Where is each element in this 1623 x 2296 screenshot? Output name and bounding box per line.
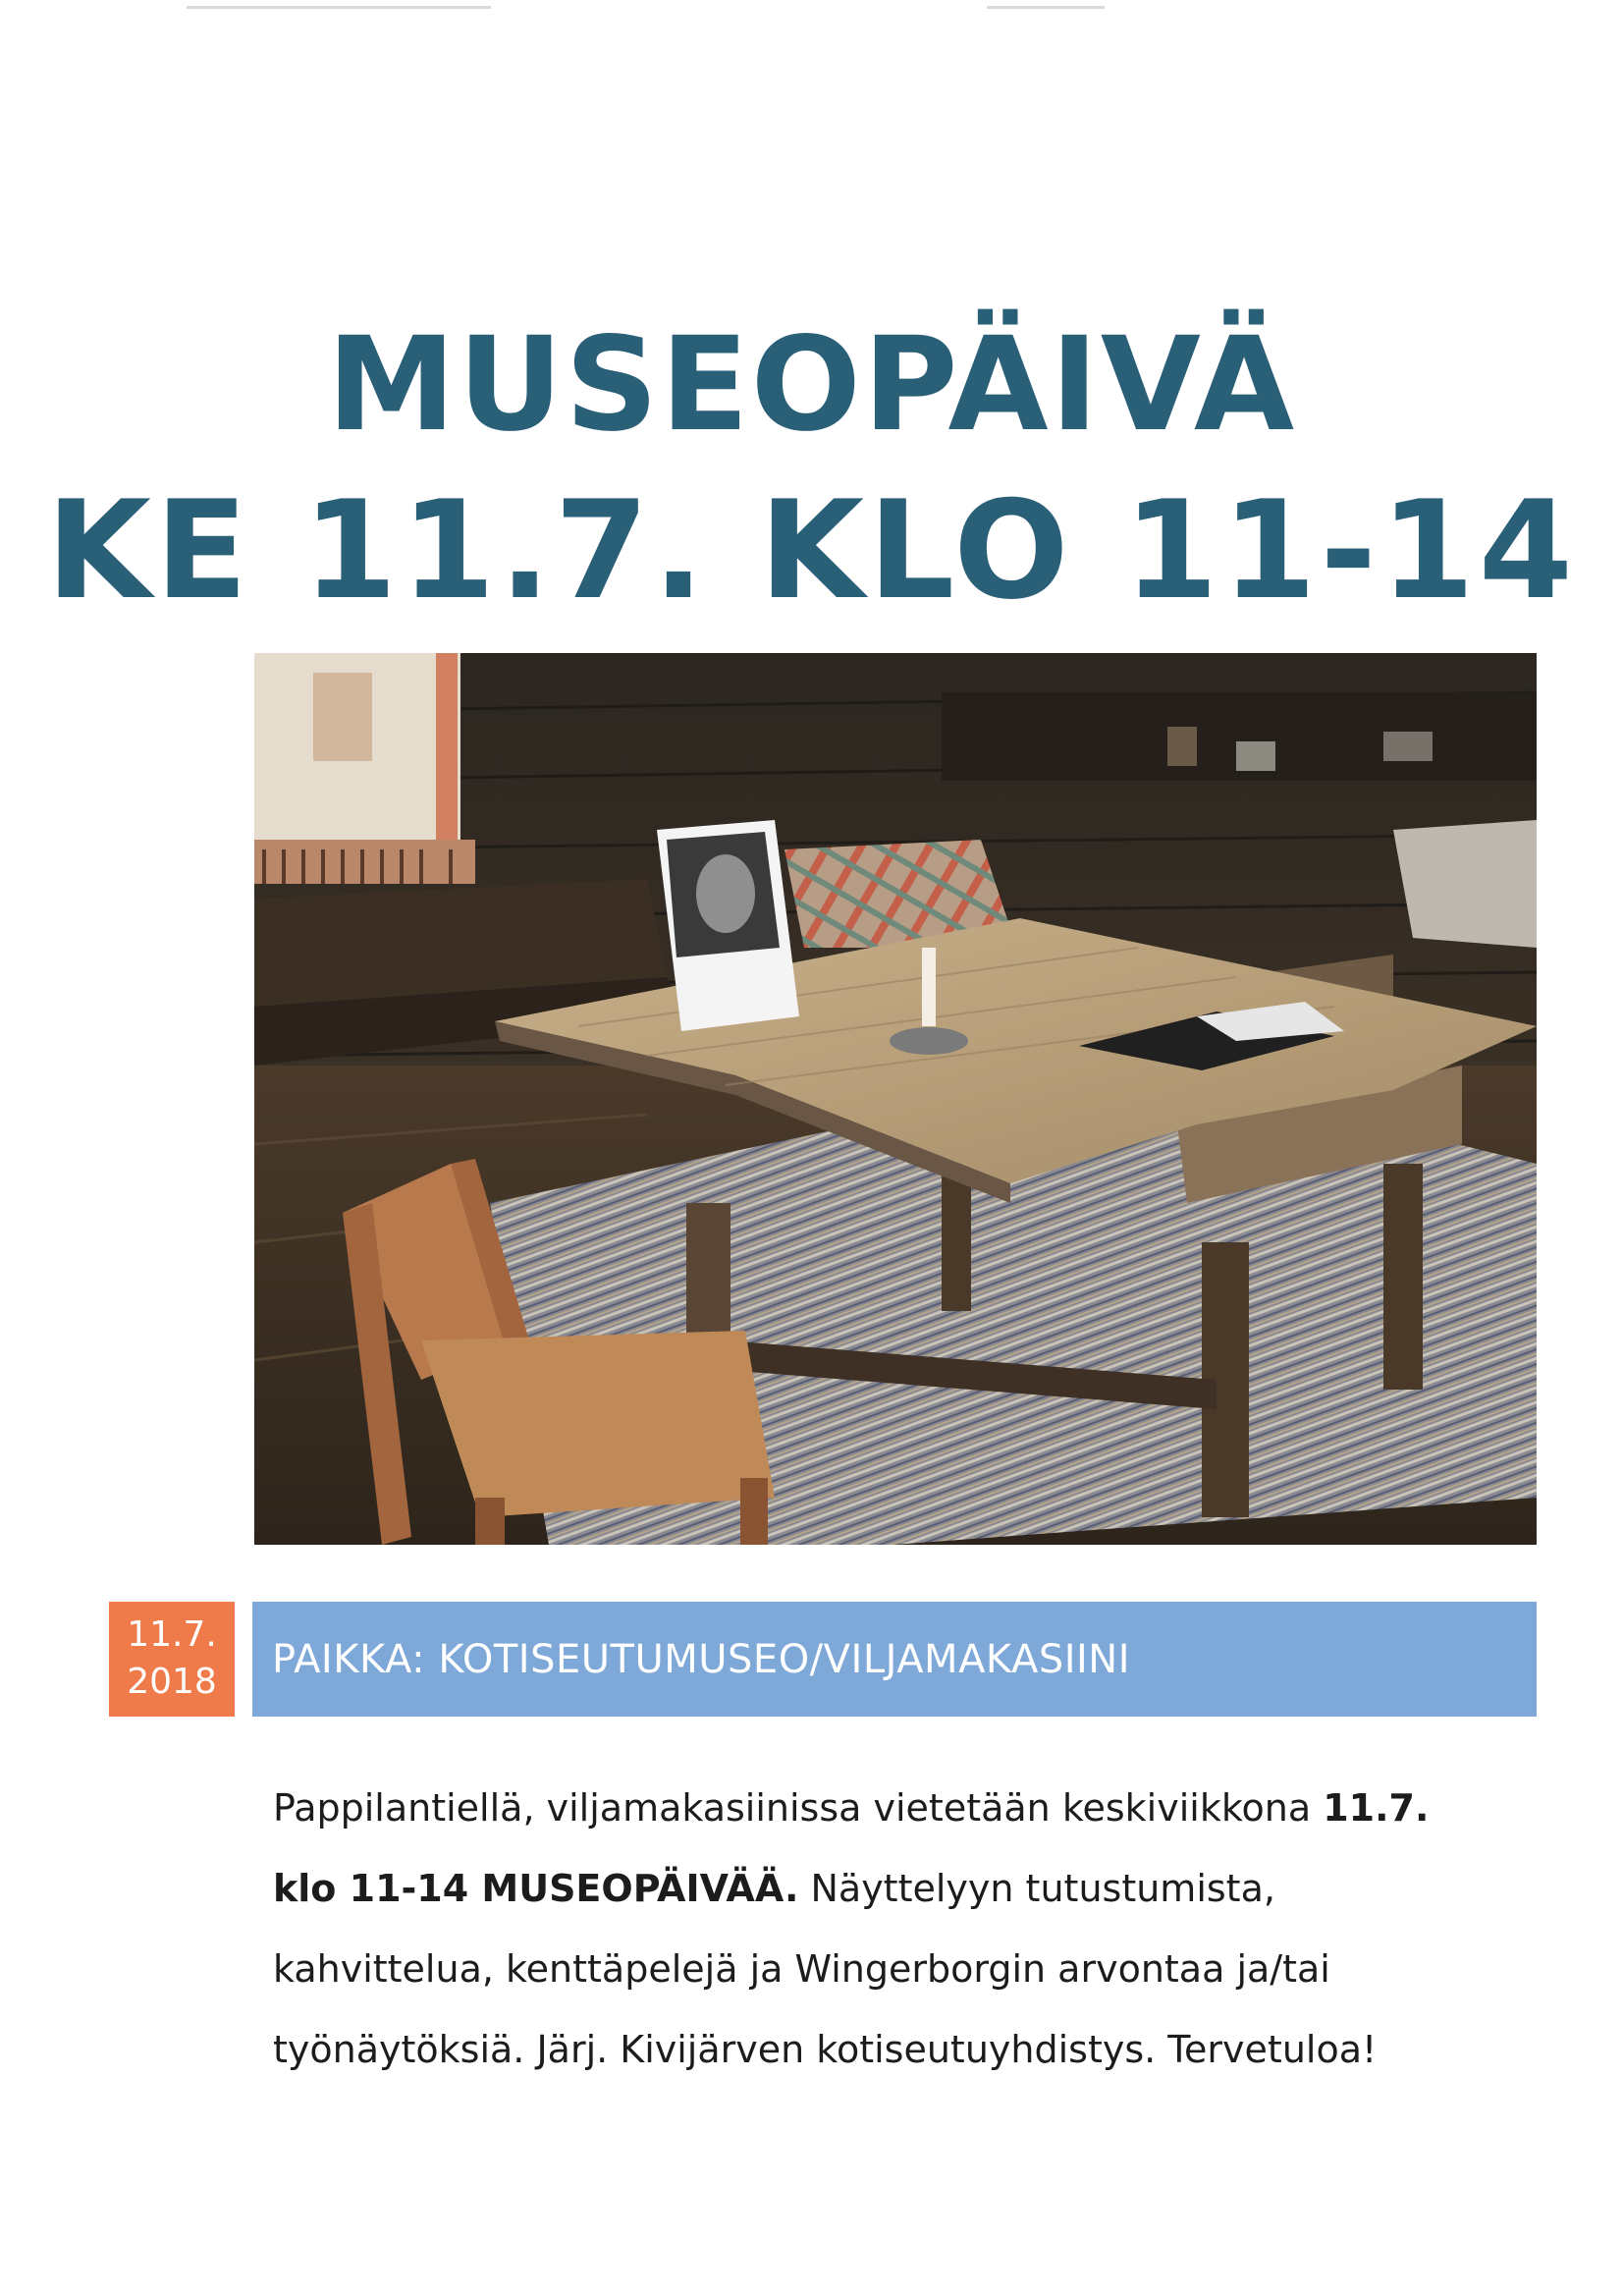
description-text: Pappilantiellä, viljamakasiinissa vietetään keskiviikkona: [273, 1786, 1324, 1830]
date-badge-day: 11.7.: [127, 1614, 217, 1655]
page-title: MUSEOPÄIVÄ: [326, 309, 1297, 461]
description-time-title: klo 11-14 MUSEOPÄIVÄÄ.: [273, 1867, 799, 1910]
scan-artifact-line: [187, 6, 491, 9]
event-description: [273, 1768, 1549, 2090]
place-banner: [252, 1602, 1537, 1717]
place-label: PAIKKA: KOTISEUTUMUSEO/VILJAMAKASIINI: [272, 1636, 1131, 1682]
description-line: työnäytöksiä. Järj. Kivijärven kotiseutuyhdistys. Tervetuloa!: [273, 2028, 1378, 2071]
description-line: kahvittelua, kenttäpelejä ja Wingerborgin arvontaa ja/tai: [273, 1947, 1330, 1991]
event-datetime: KE 11.7. KLO 11-14: [46, 471, 1577, 629]
date-badge-year: 2018: [127, 1662, 217, 1702]
museum-interior-photo: [254, 653, 1537, 1545]
description-line: [273, 1848, 1549, 1929]
scan-artifact-line: [987, 6, 1105, 9]
description-date: 11.7.: [1323, 1786, 1430, 1830]
description-line: [273, 1768, 1549, 1848]
description-text: Näyttelyyn tutustumista,: [798, 1867, 1275, 1910]
date-badge: [109, 1602, 235, 1717]
